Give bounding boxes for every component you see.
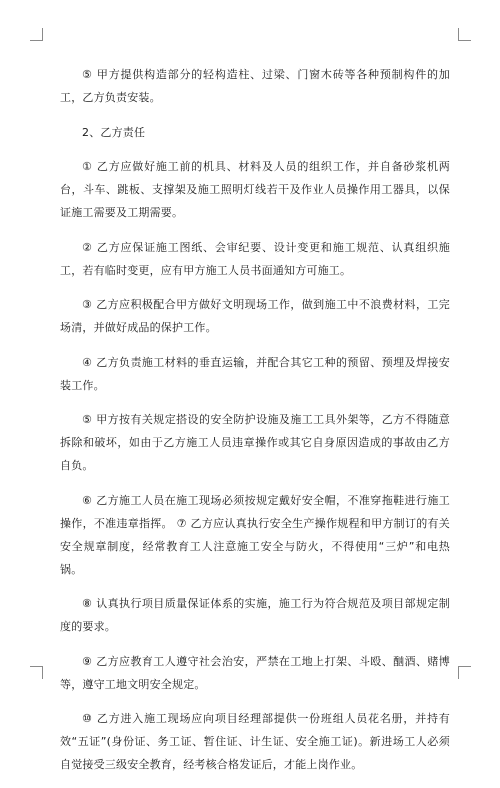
section-heading-party-b: 2、乙方责任 xyxy=(82,125,146,139)
paragraph-item-1: ① 乙方应做好施工前的机具、材料及人员的组织工作，并自备砂浆机两台，斗车、跳板、支撑架及施工照明灯线若干及作业人员操作用工器具，以保证施工需要及工期需要。 xyxy=(60,160,450,219)
paragraph-item-10: ⑩ 乙方进入施工现场应向项目经理部提供一份班组人员花名册，并持有效“五证”(身份证、务工证、暂住证、计生证、安全施工证)。新进场工人必须自觉接受三级安全教育，经考核合格发证后，才能上岗作业。 xyxy=(60,712,450,771)
paragraph-item-6-7: ⑥ 乙方施工人员在施工现场必须按规定戴好安全帽，不准穿拖鞋进行施工操作，不准违章指挥。 ⑦ 乙方应认真执行安全生产操作规程和甲方制订的有关安全规章制度，经常教育工人注意施工安全与防火，不得使用“三炉”和电热锅。 xyxy=(60,493,450,576)
crop-mark-top-right xyxy=(458,28,471,41)
crop-mark-bottom-left xyxy=(30,666,43,679)
paragraph-item-3: ③ 乙方应积极配合甲方做好文明现场工作，做到施工中不浪费材料，工完场清，并做好成品的保护工作。 xyxy=(60,298,450,334)
paragraph-item-4: ④ 乙方负责施工材料的垂直运输，并配合其它工种的预留、预埋及焊接安装工作。 xyxy=(60,355,450,392)
paragraph-item-8: ⑧ 认真执行项目质量保证体系的实施，施工行为符合规范及项目部规定制度的要求。 xyxy=(60,597,450,633)
paragraph-item-5-party-a: ⑤ 甲方提供构造部分的轻构造柱、过梁、门窗木砖等各种预制构件的加工，乙方负责安装。 xyxy=(60,68,450,104)
crop-mark-bottom-right xyxy=(458,666,471,679)
crop-mark-top-left xyxy=(30,28,43,41)
paragraph-item-9: ⑨ 乙方应教育工人遵守社会治安，严禁在工地上打架、斗殴、酗酒、赌博等，遵守工地文明安全规定。 xyxy=(60,654,450,691)
document-body xyxy=(60,63,450,788)
paragraph-item-2: ② 乙方应保证施工图纸、会审纪要、设计变更和施工规范、认真组织施工，若有临时变更，应有甲方施工人员书面通知方可施工。 xyxy=(60,240,450,277)
paragraph-item-5: ⑤ 甲方按有关规定搭设的安全防护设施及施工工具外架等，乙方不得随意拆除和破坏，如由于乙方施工人员违章操作或其它自身原因造成的事故由乙方自负。 xyxy=(60,413,450,472)
